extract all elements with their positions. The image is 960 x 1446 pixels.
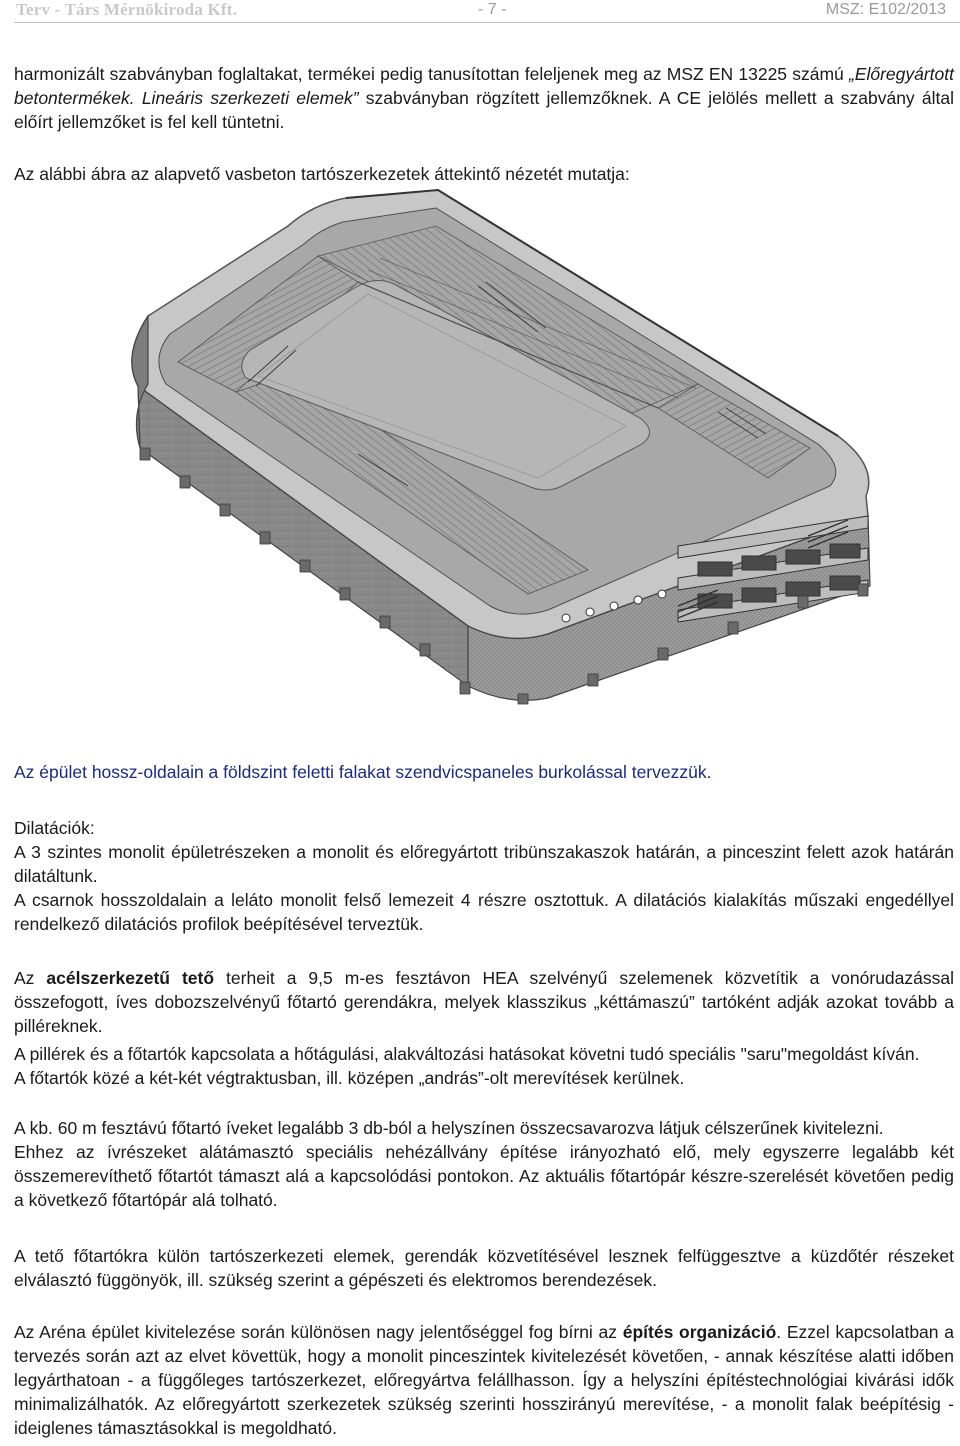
roof-paragraph-2: A pillérek és a főtartók kapcsolata a hőtágulási, alakváltozási hatásokat követni tudó speciális "saru"megoldást kíván. xyxy=(14,1044,920,1064)
roof-text-a: Az xyxy=(14,968,47,988)
dilatation-heading: Dilatációk: xyxy=(14,818,95,838)
organization-paragraph xyxy=(14,1320,954,1440)
intro-text-b: szabványban rögzített jellemzőknek. A CE jelölés mellett a szabvány által előírt jellemzőket is fel kell tüntetni. xyxy=(14,88,954,132)
roof-paragraph-1 xyxy=(14,966,954,1038)
roof-emphasis: acélszerkezetű tető xyxy=(46,968,215,988)
stadium-structure-figure xyxy=(118,186,884,706)
org-emphasis: építés organizáció xyxy=(622,1322,777,1342)
org-text-b: . Ezzel kapcsolatban a tervezés során azt az elvet követtük, hogy a monolit pinceszintek kivitelezését követően, - annak készítése alatti időben legyárthatoan - a függőleges tartószerkezet, előregyártva felállhasson. Így a helyszíni építéstechnológiai kivárási idők minimalizálhatók. Az előregyártott szerkezetek szükség szerinti hosszirányú merevítése, - a monolit falak beépítésig - ideiglenes támasztásokkal is megoldható. xyxy=(14,1322,954,1438)
firm-name: Terv - Társ Mérnökiroda Kft. xyxy=(16,0,238,19)
span-paragraph-2: Ehhez az ívrészeket alátámasztó speciális nehézállvány építése irányozható elő, mely egyszerre legalább két összemerevíthető főtartót támaszt alá a kapcsolódási pontokon. Az aktuális főtartópár készre-szerelését követően pedig a következő főtartópár alá tolható. xyxy=(14,1142,954,1210)
intro-text-a: harmonizált szabványban foglaltakat, termékei pedig tanusítottan feleljenek meg az MSZ EN 13225 számú xyxy=(14,64,849,84)
document-code: MSZ: E102/2013 xyxy=(825,1,946,18)
intro-paragraph xyxy=(14,62,954,134)
page-header xyxy=(14,0,960,23)
page-number: - 7 - xyxy=(478,1,507,18)
standard-title: „Előregyártott betontermékek. Lineáris szerkezeti elemek” xyxy=(14,64,954,108)
roof-paragraph-3: A főtartók közé a két-két végtraktusban, ill. középen „andrás”-olt merevítések kerülnek. xyxy=(14,1068,685,1088)
roof-text-b: terheit a 9,5 m-es fesztávon HEA szelvényű szelemenek közvetítik a vonórudazással összefogott, íves dobozszelvényű főtartó gerendákra, melyek klasszikus „kéttámaszú” tartóként adják azokat tovább a pilléreknek. xyxy=(14,968,954,1036)
figure-intro: Az alábbi ábra az alapvető vasbeton tartószerkezetek áttekintő nézetét mutatja: xyxy=(14,164,630,184)
stadium-3d-drawing xyxy=(118,186,884,706)
hanging-paragraph: A tető főtartókra külön tartószerkezeti elemek, gerendák közvetítésével lesznek felfüggesztve a küzdőtér részeket elválasztó függönyök, ill. szükség szerint a gépészeti és elektromos berendezések. xyxy=(14,1246,954,1290)
org-text-a: Az Aréna épület kivitelezése során különösen nagy jelentőséggel fog bírni az xyxy=(14,1322,623,1342)
dilatation-paragraph-1: A 3 szintes monolit épületrészeken a monolit és előregyártott tribünszakaszok határán, a pinceszint felett azok határán dilatáltunk. xyxy=(14,842,954,886)
dilatation-paragraph-2: A csarnok hosszoldalain a leláto monolit felső lemezeit 4 részre osztottuk. A dilatációs kialakítás műszaki engedéllyel rendelkező dilatációs profilok beépítésével terveztük. xyxy=(14,890,954,934)
facade-note: Az épület hossz-oldalain a földszint feletti falakat szendvicspaneles burkolással tervezzük. xyxy=(14,762,712,782)
span-paragraph-1: A kb. 60 m fesztávú főtartó íveket legalább 3 db-ból a helyszínen összecsavarozva látjuk célszerűnek kivitelezni. xyxy=(14,1118,884,1138)
